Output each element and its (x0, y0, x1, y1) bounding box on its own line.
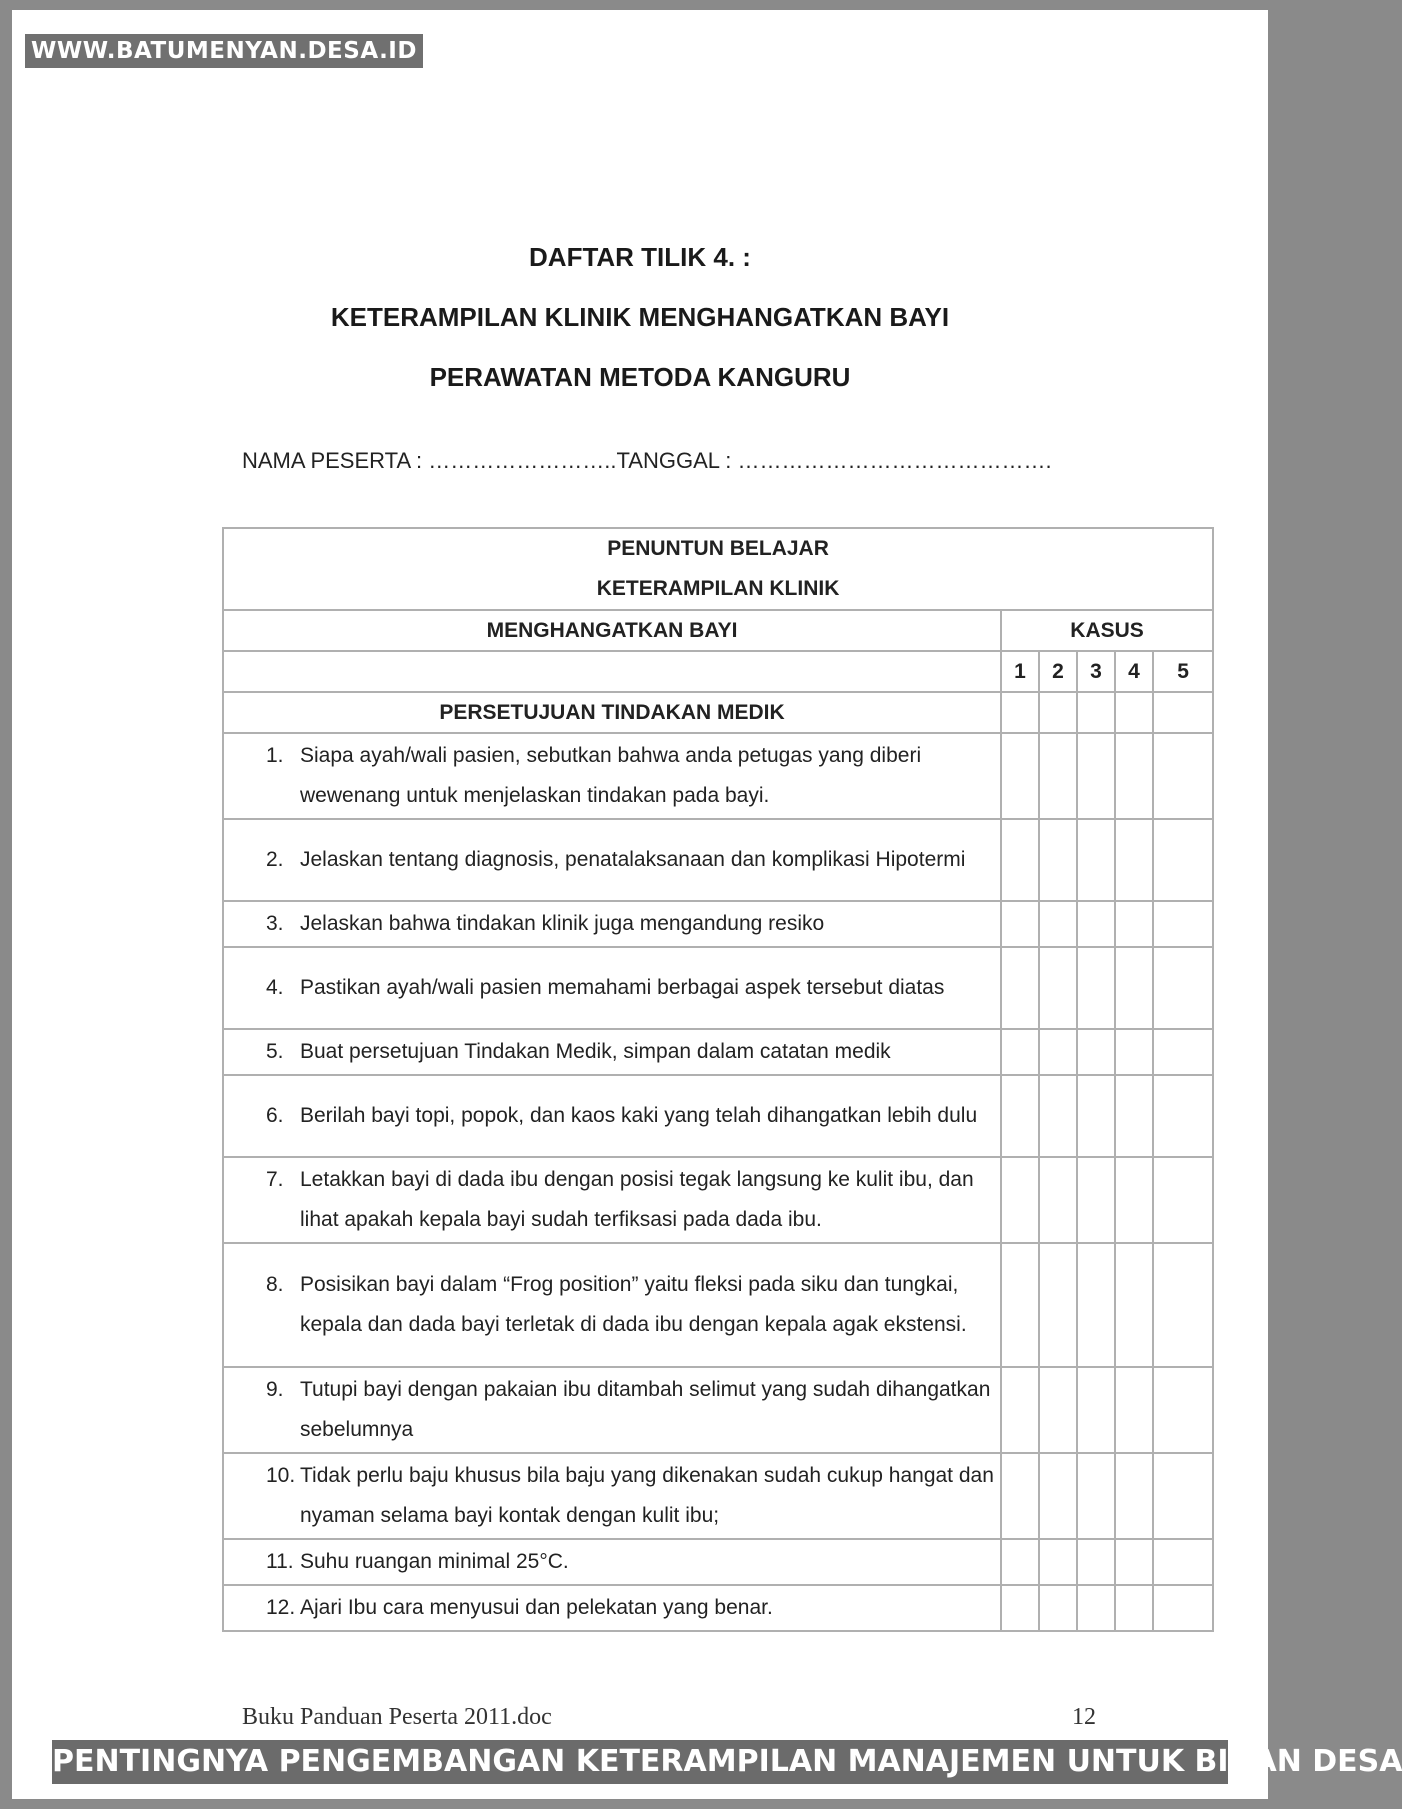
item-cell (223, 1539, 1001, 1585)
item-number: 3. (266, 912, 284, 935)
item-text: Suhu ruangan minimal 25°C. (300, 1550, 569, 1573)
item-cell (223, 947, 1001, 1029)
header-line-1: PENUNTUN BELAJAR (607, 537, 829, 560)
item-text: Posisikan bayi dalam “Frog position” yaitu fleksi pada siku dan tungkai, kepala dan dada bayi terletak di dada ibu dengan kepala agak ekstensi. (300, 1273, 967, 1336)
case-checkbox-cell[interactable] (1001, 1539, 1039, 1585)
caption-banner: PENTINGNYA PENGEMBANGAN KETERAMPILAN MANAJEMEN UNTUK BIDAN DESA (52, 1740, 1228, 1784)
table-row (223, 1243, 1213, 1367)
table-row (223, 1157, 1213, 1243)
case-checkbox-cell[interactable] (1077, 1075, 1115, 1157)
cases-column-header: KASUS (1001, 610, 1213, 651)
section-title: PERSETUJUAN TINDAKAN MEDIK (223, 692, 1001, 733)
case-checkbox-cell[interactable] (1115, 1029, 1153, 1075)
case-checkbox-cell[interactable] (1153, 901, 1213, 947)
case-checkbox-cell[interactable] (1115, 819, 1153, 901)
case-checkbox-cell[interactable] (1039, 947, 1077, 1029)
header-line-2: KETERAMPILAN KLINIK (596, 577, 840, 600)
case-checkbox-cell[interactable] (1077, 1029, 1115, 1075)
case-checkbox-cell[interactable] (1039, 901, 1077, 947)
case-checkbox-cell[interactable] (1039, 1367, 1077, 1453)
item-cell (223, 1243, 1001, 1367)
case-checkbox-cell[interactable] (1077, 1453, 1115, 1539)
case-checkbox-cell[interactable] (1153, 1029, 1213, 1075)
case-checkbox-cell[interactable] (1001, 947, 1039, 1029)
case-checkbox-cell[interactable] (1001, 901, 1039, 947)
case-number-4: 4 (1115, 651, 1153, 692)
case-checkbox-cell[interactable] (1077, 1157, 1115, 1243)
item-cell (223, 901, 1001, 947)
case-checkbox-cell[interactable] (1039, 1075, 1077, 1157)
table-row (223, 733, 1213, 819)
case-checkbox-cell[interactable] (1077, 947, 1115, 1029)
case-number-3: 3 (1077, 651, 1115, 692)
case-checkbox-cell[interactable] (1077, 819, 1115, 901)
case-checkbox-cell[interactable] (1115, 1075, 1153, 1157)
skill-column-header: MENGHANGATKAN BAYI (223, 610, 1001, 651)
case-checkbox-cell[interactable] (1115, 733, 1153, 819)
item-number: 12. (266, 1596, 296, 1619)
footer-page-number: 12 (1072, 1704, 1096, 1730)
case-checkbox-cell[interactable] (1115, 1539, 1153, 1585)
item-cell (223, 733, 1001, 819)
case-checkbox-cell[interactable] (1001, 1367, 1039, 1453)
case-checkbox-cell[interactable] (1115, 1243, 1153, 1367)
case-cell[interactable] (1001, 692, 1039, 733)
case-checkbox-cell[interactable] (1039, 1243, 1077, 1367)
case-checkbox-cell[interactable] (1153, 1157, 1213, 1243)
item-number: 11. (266, 1550, 294, 1573)
case-checkbox-cell[interactable] (1077, 1243, 1115, 1367)
site-watermark: WWW.BATUMENYAN.DESA.ID (25, 34, 423, 68)
case-number-1: 1 (1001, 651, 1039, 692)
document-title: DAFTAR TILIK 4. : (529, 242, 751, 272)
case-checkbox-cell[interactable] (1077, 1585, 1115, 1631)
table-header (223, 528, 1213, 610)
case-checkbox-cell[interactable] (1153, 1075, 1213, 1157)
table-row (223, 947, 1213, 1029)
case-checkbox-cell[interactable] (1001, 733, 1039, 819)
item-cell (223, 1029, 1001, 1075)
table-row (223, 1075, 1213, 1157)
case-checkbox-cell[interactable] (1153, 1453, 1213, 1539)
item-text: Tidak perlu baju khusus bila baju yang dikenakan sudah cukup hangat dan nyaman selama bayi kontak dengan kulit ibu; (300, 1464, 994, 1527)
checklist-table (222, 527, 1214, 1632)
item-number: 6. (266, 1104, 284, 1127)
item-number: 10. (266, 1464, 296, 1487)
case-cell[interactable] (1039, 692, 1077, 733)
table-row (223, 901, 1213, 947)
item-text: Buat persetujuan Tindakan Medik, simpan dalam catatan medik (300, 1040, 891, 1063)
item-number: 9. (266, 1378, 284, 1401)
case-checkbox-cell[interactable] (1001, 1029, 1039, 1075)
case-checkbox-cell[interactable] (1039, 1453, 1077, 1539)
case-number-5: 5 (1153, 651, 1213, 692)
document-subtitle: KETERAMPILAN KLINIK MENGHANGATKAN BAYI (330, 302, 950, 332)
item-cell (223, 1157, 1001, 1243)
case-checkbox-cell[interactable] (1077, 901, 1115, 947)
document-subtitle-2: PERAWATAN METODA KANGURU (429, 362, 851, 392)
case-checkbox-cell[interactable] (1115, 1157, 1153, 1243)
case-checkbox-cell[interactable] (1039, 1157, 1077, 1243)
case-checkbox-cell[interactable] (1115, 1367, 1153, 1453)
item-cell (223, 1453, 1001, 1539)
case-checkbox-cell[interactable] (1039, 1585, 1077, 1631)
item-number: 7. (266, 1168, 284, 1191)
case-checkbox-cell[interactable] (1039, 733, 1077, 819)
item-number: 2. (266, 848, 284, 871)
item-text: Jelaskan bahwa tindakan klinik juga mengandung resiko (300, 912, 825, 935)
case-cell[interactable] (1077, 692, 1115, 733)
footer-document-name: Buku Panduan Peserta 2011.doc (242, 1704, 552, 1730)
case-checkbox-cell[interactable] (1039, 1539, 1077, 1585)
item-cell (223, 1075, 1001, 1157)
case-checkbox-cell[interactable] (1153, 1539, 1213, 1585)
participant-line: NAMA PESERTA : ……………………..TANGGAL : ……………………………………. (242, 448, 1052, 473)
case-checkbox-cell[interactable] (1001, 1075, 1039, 1157)
table-row (223, 1585, 1213, 1631)
item-text: Ajari Ibu cara menyusui dan pelekatan yang benar. (300, 1596, 773, 1619)
case-cell[interactable] (1153, 692, 1213, 733)
case-checkbox-cell[interactable] (1077, 1367, 1115, 1453)
item-text: Jelaskan tentang diagnosis, penatalaksanaan dan komplikasi Hipotermi (300, 848, 966, 871)
case-checkbox-cell[interactable] (1153, 733, 1213, 819)
item-number: 8. (266, 1273, 284, 1296)
case-checkbox-cell[interactable] (1039, 819, 1077, 901)
case-checkbox-cell[interactable] (1077, 733, 1115, 819)
blank-cell (223, 651, 1001, 692)
case-checkbox-cell[interactable] (1153, 1585, 1213, 1631)
case-checkbox-cell[interactable] (1153, 1243, 1213, 1367)
item-text: Pastikan ayah/wali pasien memahami berbagai aspek tersebut diatas (300, 976, 945, 999)
item-cell (223, 819, 1001, 901)
case-checkbox-cell[interactable] (1153, 1367, 1213, 1453)
case-checkbox-cell[interactable] (1001, 1453, 1039, 1539)
case-checkbox-cell[interactable] (1115, 1453, 1153, 1539)
case-checkbox-cell[interactable] (1115, 947, 1153, 1029)
table-row (223, 819, 1213, 901)
item-text: Siapa ayah/wali pasien, sebutkan bahwa anda petugas yang diberi wewenang untuk menjelaskan tindakan pada bayi. (300, 744, 922, 807)
case-checkbox-cell[interactable] (1153, 947, 1213, 1029)
case-checkbox-cell[interactable] (1001, 819, 1039, 901)
case-checkbox-cell[interactable] (1115, 1585, 1153, 1631)
table-row (223, 1453, 1213, 1539)
item-cell (223, 1367, 1001, 1453)
case-number-2: 2 (1039, 651, 1077, 692)
table-row (223, 1029, 1213, 1075)
table-row (223, 1367, 1213, 1453)
item-text: Letakkan bayi di dada ibu dengan posisi tegak langsung ke kulit ibu, dan lihat apakah kepala bayi sudah terfiksasi pada dada ibu. (300, 1168, 974, 1231)
item-text: Berilah bayi topi, popok, dan kaos kaki yang telah dihangatkan lebih dulu (300, 1104, 978, 1127)
case-checkbox-cell[interactable] (1001, 1157, 1039, 1243)
item-number: 5. (266, 1040, 284, 1063)
case-checkbox-cell[interactable] (1001, 1243, 1039, 1367)
case-cell[interactable] (1115, 692, 1153, 733)
case-checkbox-cell[interactable] (1153, 819, 1213, 901)
case-checkbox-cell[interactable] (1001, 1585, 1039, 1631)
table-row (223, 1539, 1213, 1585)
item-number: 4. (266, 976, 284, 999)
item-cell (223, 1585, 1001, 1631)
item-text: Tutupi bayi dengan pakaian ibu ditambah selimut yang sudah dihangatkan sebelumnya (300, 1378, 991, 1441)
case-checkbox-cell[interactable] (1115, 901, 1153, 947)
item-number: 1. (266, 744, 284, 767)
case-checkbox-cell[interactable] (1039, 1029, 1077, 1075)
case-checkbox-cell[interactable] (1077, 1539, 1115, 1585)
